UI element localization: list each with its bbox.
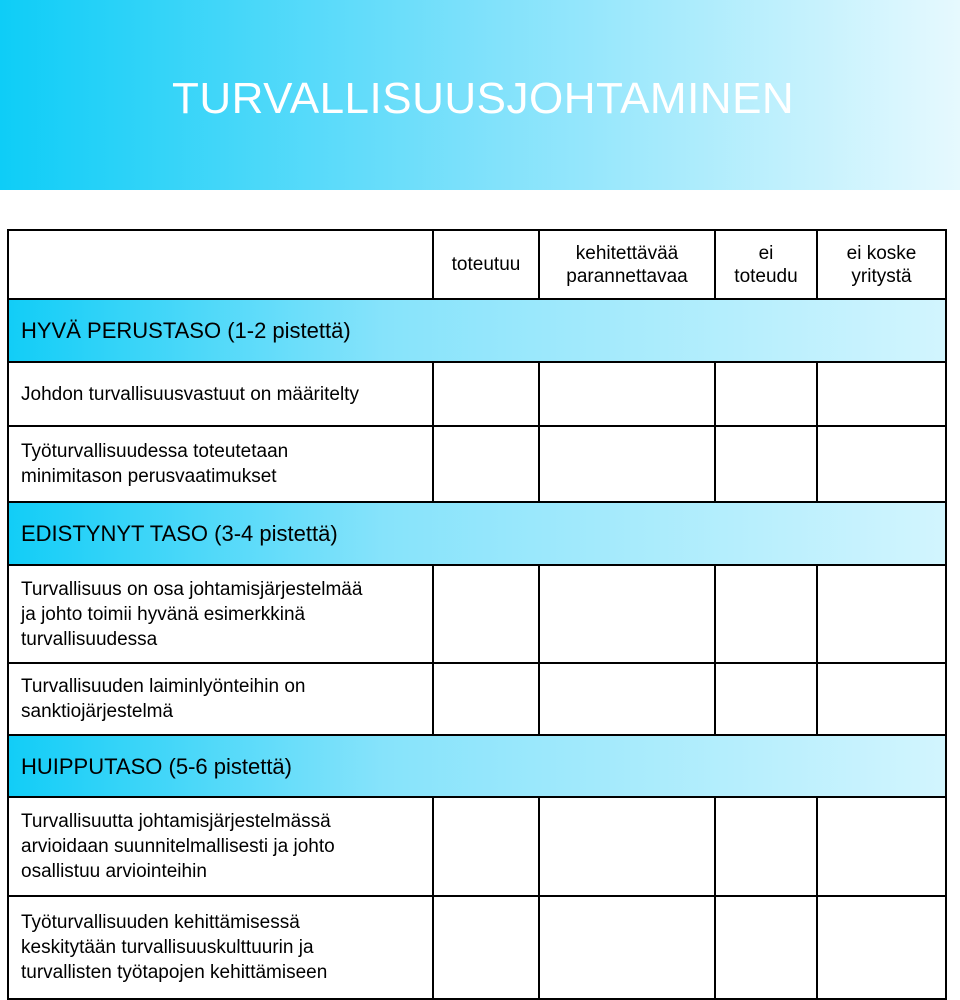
title-banner [0,0,960,190]
criterion-label: Työturvallisuudessa toteutetaan minimitason perusvaatimukset [8,426,433,502]
page-title: TURVALLISUUSJOHTAMINEN [172,74,795,123]
check-cell-ei-koske[interactable] [817,663,946,735]
section-row [8,502,946,565]
check-cell-kehitettavaa[interactable] [539,797,715,896]
table-row [8,565,946,663]
check-cell-ei-toteudu[interactable] [715,362,817,426]
table-row [8,797,946,896]
criterion-label: Työturvallisuuden kehittämisessä keskitytään turvallisuuskulttuurin ja turvallisten työtapojen kehittämiseen [8,896,433,999]
column-header-ei-koske: ei koske yritystä [817,230,946,299]
check-cell-ei-toteudu[interactable] [715,797,817,896]
check-cell-toteutuu[interactable] [433,896,539,999]
table-row [8,362,946,426]
column-header-kehitettavaa: kehitettävää parannettavaa [539,230,715,299]
header-empty-cell [8,230,433,299]
header-row [8,230,946,299]
section-title-huipputaso: HUIPPUTASO (5-6 pistettä) [8,735,946,797]
check-cell-ei-koske[interactable] [817,426,946,502]
section-title-edistynyt-taso: EDISTYNYT TASO (3-4 pistettä) [8,502,946,565]
check-cell-kehitettavaa[interactable] [539,663,715,735]
table-row [8,663,946,735]
check-cell-ei-toteudu[interactable] [715,663,817,735]
table-row [8,896,946,999]
check-cell-ei-toteudu[interactable] [715,896,817,999]
column-header-toteutuu: toteutuu [433,230,539,299]
check-cell-ei-toteudu[interactable] [715,565,817,663]
check-cell-toteutuu[interactable] [433,565,539,663]
check-cell-toteutuu[interactable] [433,797,539,896]
check-cell-kehitettavaa[interactable] [539,362,715,426]
table-row [8,426,946,502]
check-cell-toteutuu[interactable] [433,426,539,502]
column-header-ei-toteudu: ei toteudu [715,230,817,299]
check-cell-kehitettavaa[interactable] [539,896,715,999]
criterion-label: Turvallisuuden laiminlyönteihin on sanktiojärjestelmä [8,663,433,735]
assessment-table [7,229,947,1000]
check-cell-ei-koske[interactable] [817,565,946,663]
section-row [8,299,946,362]
section-title-hyva-perustaso: HYVÄ PERUSTASO (1-2 pistettä) [8,299,946,362]
check-cell-ei-toteudu[interactable] [715,426,817,502]
check-cell-ei-koske[interactable] [817,797,946,896]
check-cell-kehitettavaa[interactable] [539,426,715,502]
check-cell-ei-koske[interactable] [817,362,946,426]
criterion-label: Turvallisuutta johtamisjärjestelmässä arvioidaan suunnitelmallisesti ja johto osallistuu arviointeihin [8,797,433,896]
section-row [8,735,946,797]
criterion-label: Turvallisuus on osa johtamisjärjestelmää ja johto toimii hyvänä esimerkkinä turvallisuudessa [8,565,433,663]
check-cell-toteutuu[interactable] [433,362,539,426]
check-cell-kehitettavaa[interactable] [539,565,715,663]
criterion-label: Johdon turvallisuusvastuut on määritelty [8,362,433,426]
check-cell-ei-koske[interactable] [817,896,946,999]
check-cell-toteutuu[interactable] [433,663,539,735]
